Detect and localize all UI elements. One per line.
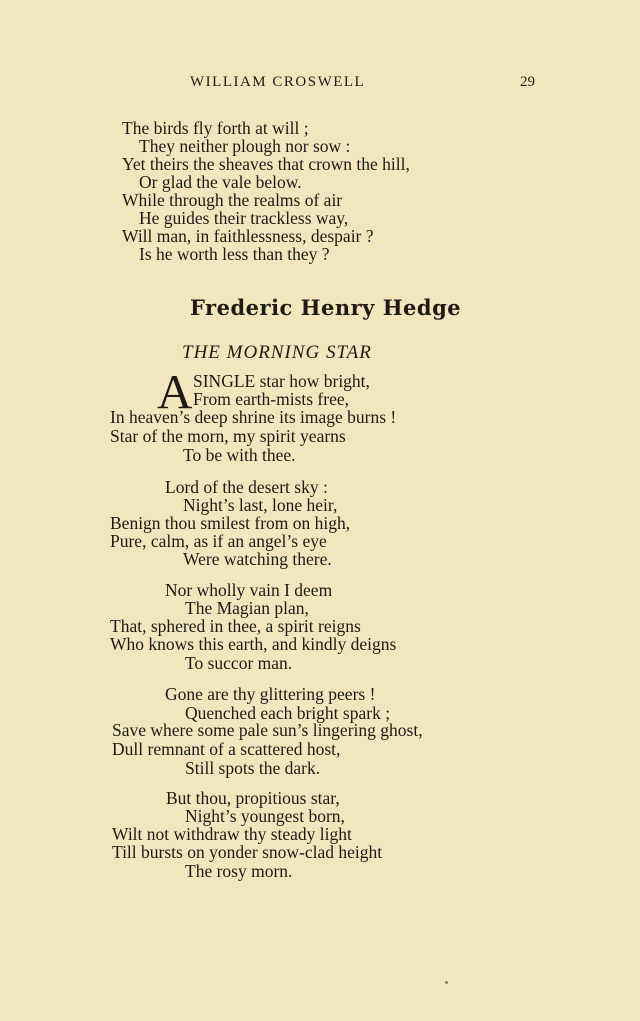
verse-line: To succor man. — [185, 653, 293, 673]
verse-line: Or glad the vale below. — [139, 172, 302, 192]
verse-line: That, sphered in thee, a spirit reigns — [110, 616, 361, 636]
author-heading: Frederic Henry Hedge — [190, 295, 462, 320]
verse-line: To be with thee. — [183, 445, 296, 465]
verse-line: The rosy morn. — [185, 861, 293, 881]
verse-line: Nor wholly vain I deem — [165, 580, 333, 600]
verse-line: The Magian plan, — [185, 598, 309, 618]
verse-line: Night’s last, lone heir, — [183, 495, 338, 515]
verse-line: Who knows this earth, and kindly deigns — [110, 634, 397, 654]
verse-line: Were watching there. — [183, 549, 332, 569]
verse-line: Wilt not withdraw thy steady light — [112, 824, 352, 844]
verse-line: Benign thou smilest from on high, — [110, 513, 351, 533]
verse-line: Quenched each bright spark ; — [185, 703, 391, 723]
verse-line: Yet theirs the sheaves that crown the hill, — [122, 154, 410, 174]
verse-line: Gone are thy glittering peers ! — [165, 684, 376, 704]
verse-line: But thou, propitious star, — [166, 788, 340, 808]
verse-line: Dull remnant of a scattered host, — [112, 739, 341, 759]
page-number: 29 — [520, 74, 535, 90]
verse-line: While through the realms of air — [122, 190, 343, 210]
paper-speck — [445, 981, 448, 984]
verse-line: Pure, calm, as if an angel’s eye — [110, 531, 327, 551]
verse-line: They neither plough nor sow : — [139, 136, 351, 156]
verse-line: Will man, in faithlessness, despair ? — [122, 226, 374, 246]
poem-title: THE MORNING STAR — [182, 342, 372, 363]
verse-line: SINGLE star how bright, — [193, 371, 370, 391]
verse-line: The birds fly forth at will ; — [122, 118, 309, 138]
drop-cap: A — [157, 364, 193, 419]
verse-line: Night’s youngest born, — [185, 806, 345, 826]
verse-line: Till bursts on yonder snow-clad height — [112, 842, 383, 862]
running-head: WILLIAM CROSWELL — [190, 74, 366, 90]
verse-line: In heaven’s deep shrine its image burns ! — [110, 407, 397, 427]
verse-line: Lord of the desert sky : — [165, 477, 328, 497]
verse-line: From earth-mists free, — [193, 389, 349, 409]
verse-line: Star of the morn, my spirit yearns — [110, 426, 346, 446]
verse-line: Is he worth less than they ? — [139, 244, 330, 264]
verse-line: Save where some pale sun’s lingering ghost, — [112, 720, 423, 740]
verse-line: He guides their trackless way, — [139, 208, 349, 228]
verse-line: Still spots the dark. — [185, 758, 321, 778]
